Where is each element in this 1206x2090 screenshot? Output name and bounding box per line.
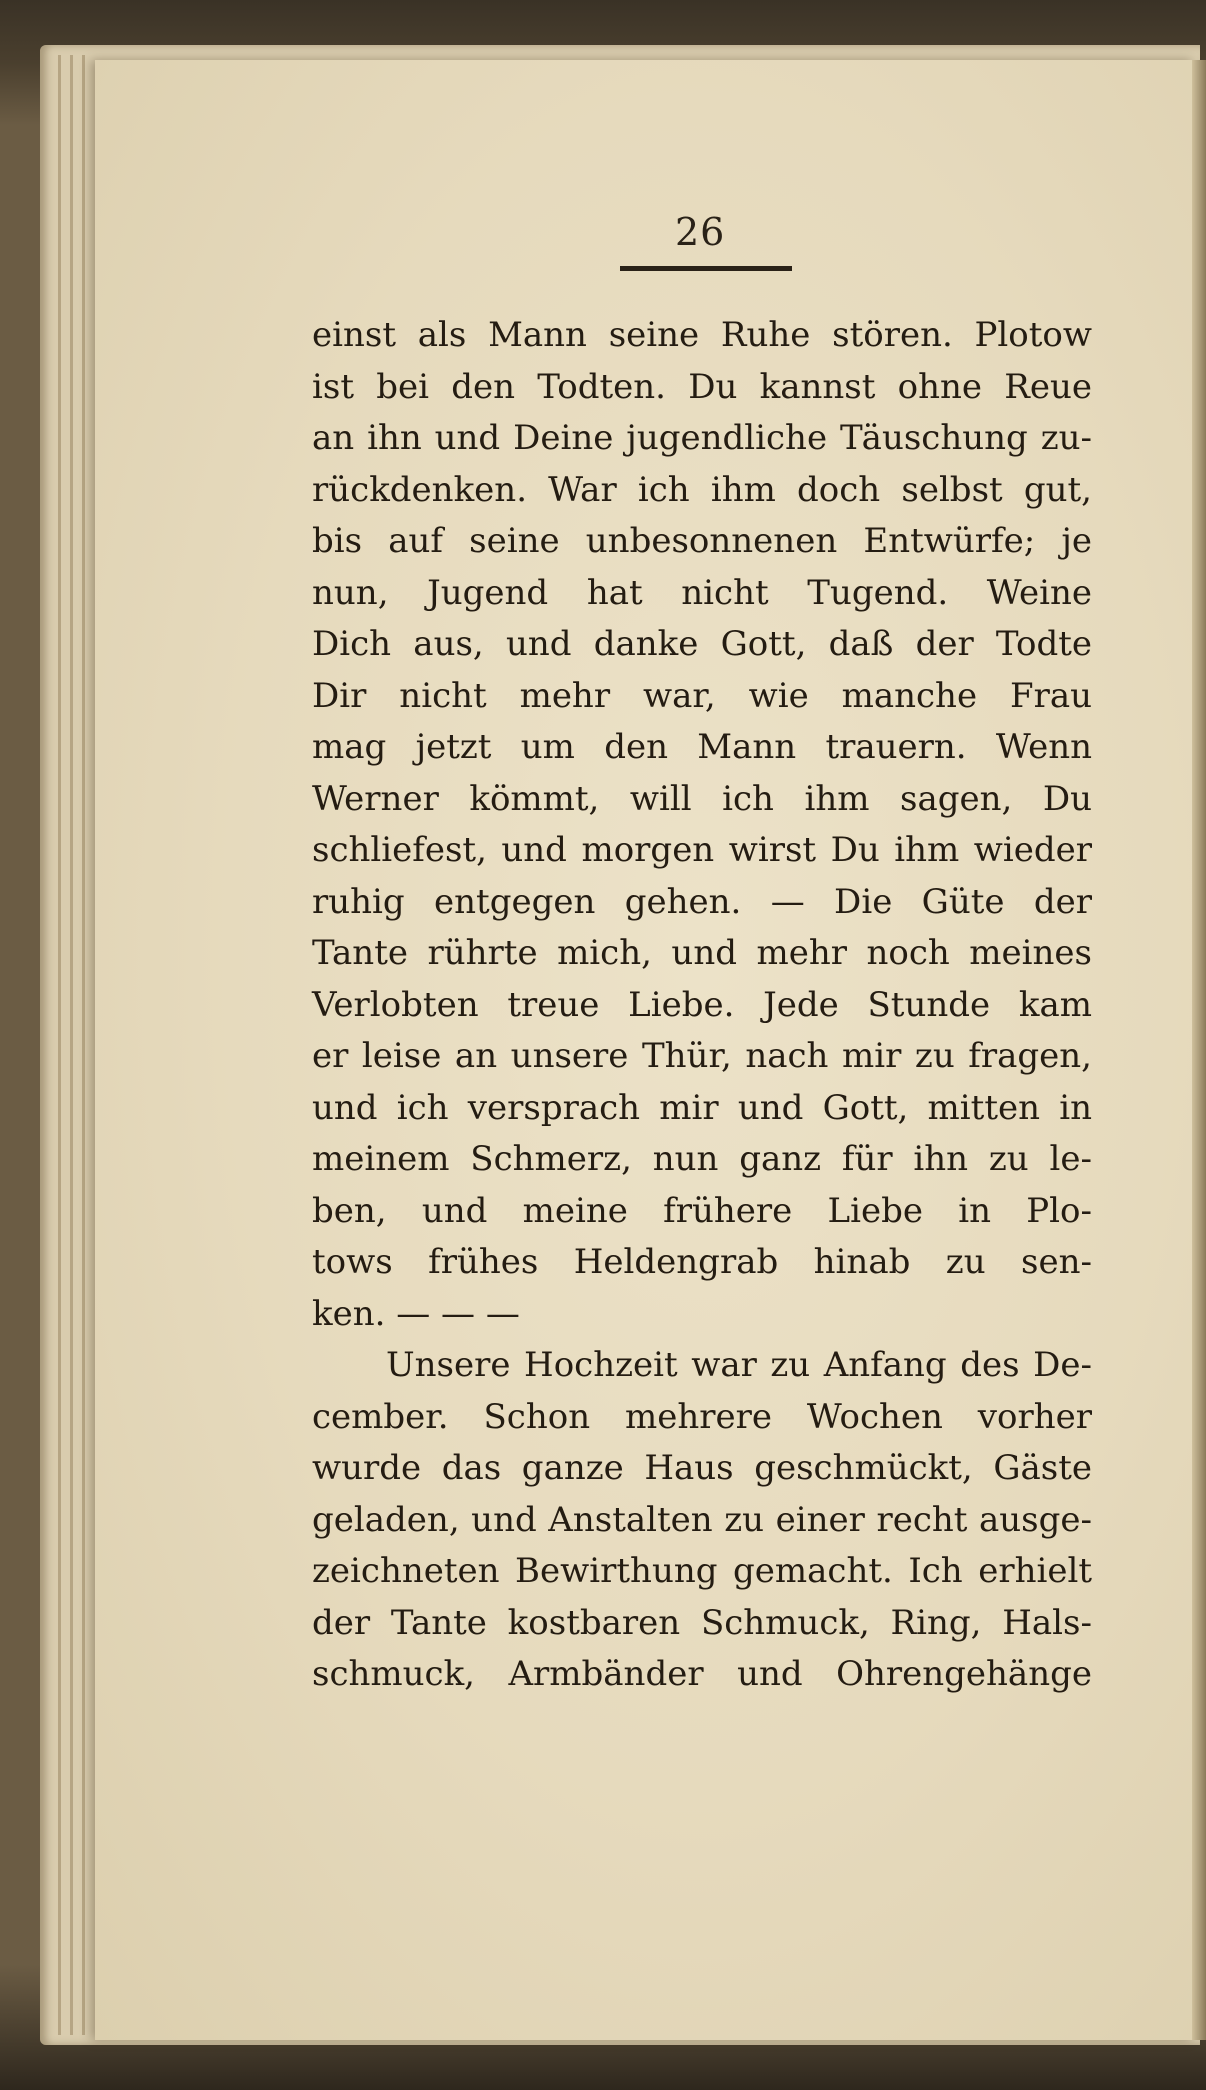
text-line: geladen, und Anstalten zu einer recht ausge- <box>312 1499 1092 1540</box>
body-text <box>312 310 1092 1701</box>
text-line: an ihn und Deine jugendliche Täuschung zu- <box>312 418 1092 458</box>
text-line: Unsere Hochzeit war zu Anfang des De- <box>386 1345 1092 1385</box>
page-edge-line <box>82 55 85 2035</box>
binding-edge <box>1192 60 1206 2040</box>
text-line: Werner kömmt, will ich ihm sagen, Du <box>312 778 1092 819</box>
page-edge-line <box>58 55 61 2035</box>
header-rule <box>620 266 792 271</box>
text-line: bis auf seine unbesonnenen Entwürfe; je <box>312 521 1092 561</box>
text-line: mag jetzt um den Mann trauern. Wenn <box>312 727 1092 767</box>
text-line: schliefest, und morgen wirst Du ihm wieder <box>312 830 1092 870</box>
text-line: nun, Jugend hat nicht Tugend. Weine <box>312 572 1092 613</box>
text-line: ruhig entgegen gehen. — Die Güte der <box>312 881 1092 922</box>
page-number: 26 <box>675 210 726 254</box>
text-line: er leise an unsere Thür, nach mir zu fragen, <box>312 1036 1092 1076</box>
text-line: rückdenken. War ich ihm doch selbst gut, <box>312 469 1092 510</box>
text-line: tows frühes Heldengrab hinab zu sen- <box>312 1242 1092 1282</box>
text-line: Dich aus, und danke Gott, daß der Todte <box>312 624 1092 664</box>
text-line: zeichneten Bewirthung gemacht. Ich erhielt <box>312 1551 1092 1591</box>
text-line: Tante rührte mich, und mehr noch meines <box>312 933 1092 973</box>
text-line: Dir nicht mehr war, wie manche Frau <box>312 675 1092 716</box>
text-line: schmuck, Armbänder und Ohrengehänge <box>312 1654 1092 1694</box>
text-line: ben, und meine frühere Liebe in Plo- <box>312 1190 1092 1231</box>
text-line: ist bei den Todten. Du kannst ohne Reue <box>312 366 1092 407</box>
text-line: der Tante kostbaren Schmuck, Ring, Hals- <box>312 1602 1092 1643</box>
text-line: cember. Schon mehrere Wochen vorher <box>312 1396 1092 1437</box>
text-line: wurde das ganze Haus geschmückt, Gäste <box>312 1448 1092 1488</box>
text-line: einst als Mann seine Ruhe stören. Plotow <box>312 315 1092 355</box>
text-line: Verlobten treue Liebe. Jede Stunde kam <box>312 984 1092 1025</box>
page-edge-line <box>70 55 73 2035</box>
text-line: und ich versprach mir und Gott, mitten in <box>312 1087 1092 1128</box>
text-line: meinem Schmerz, nun ganz für ihn zu le- <box>312 1139 1092 1179</box>
text-line: ken. — — — <box>312 1293 520 1334</box>
